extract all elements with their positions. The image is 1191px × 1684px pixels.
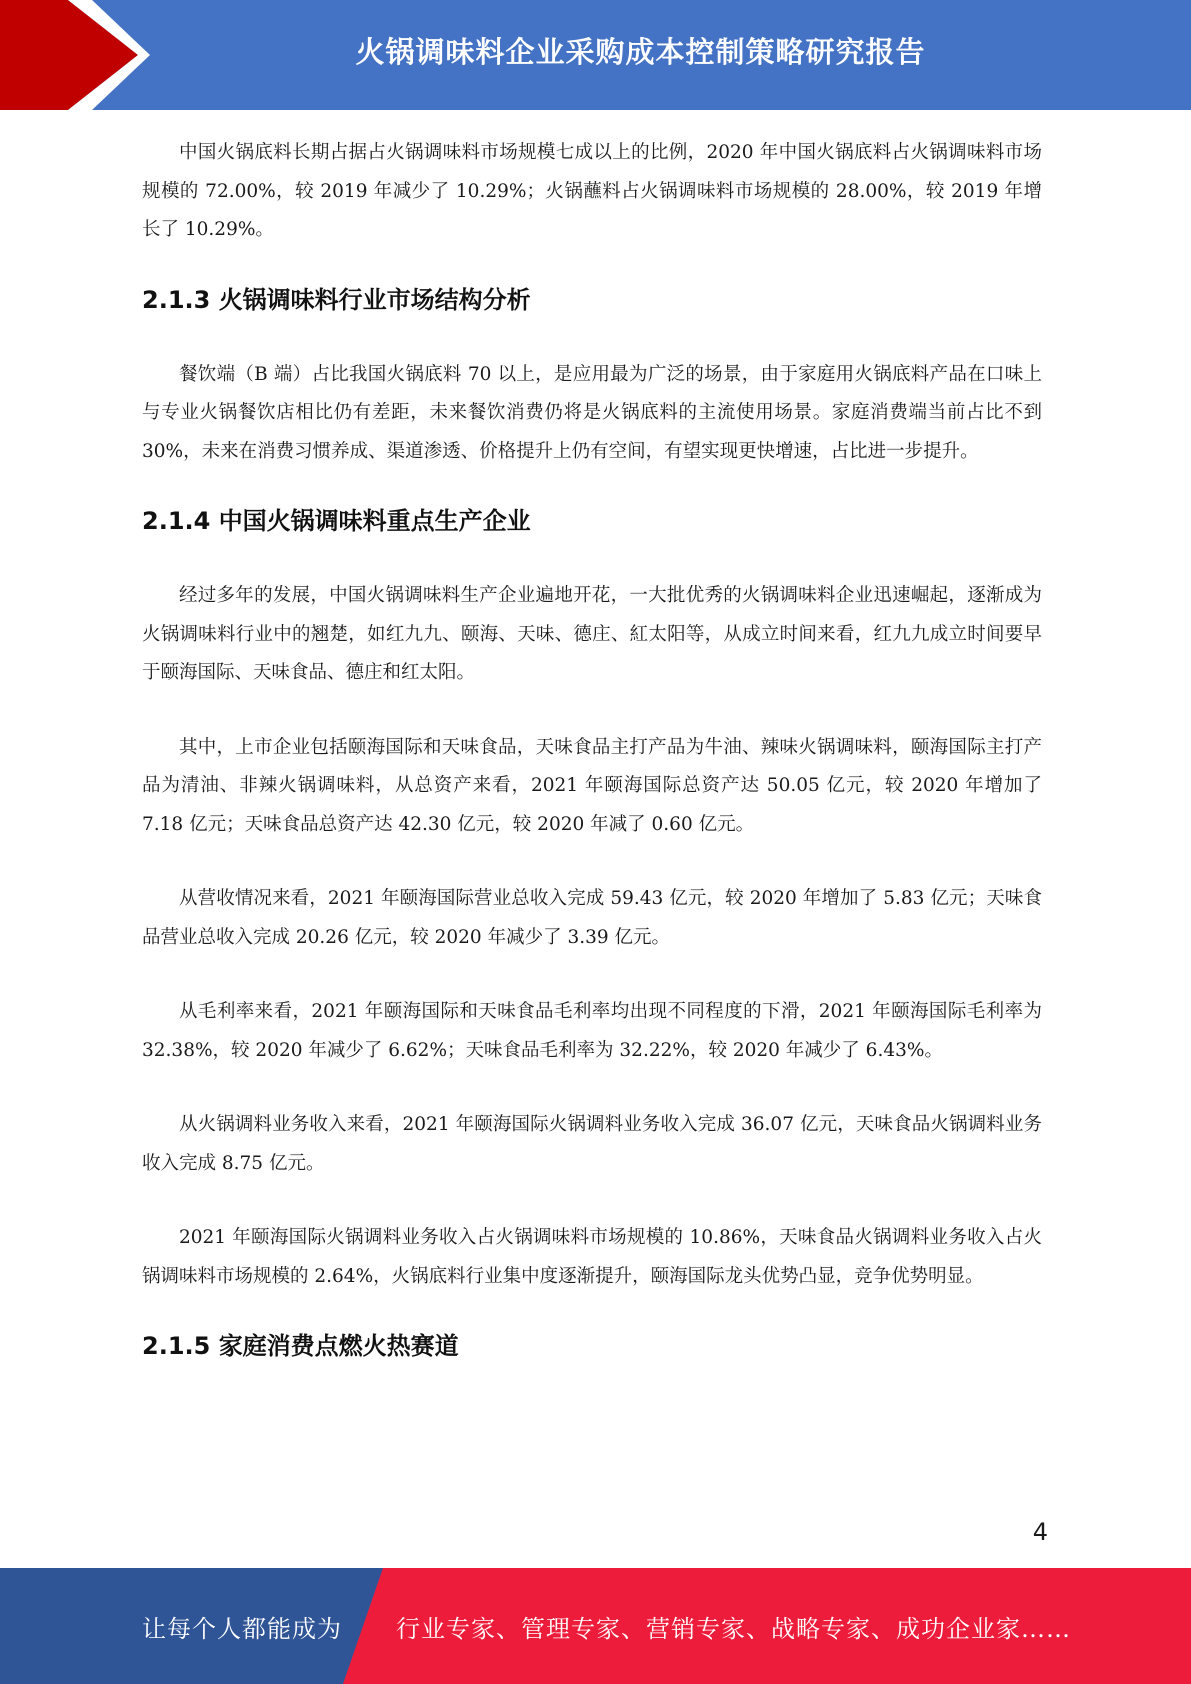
document-body <box>142 134 1042 1366</box>
page-footer <box>0 1568 1191 1684</box>
paragraph-seasoning-revenue: 从火锅调料业务收入来看，2021 年颐海国际火锅调料业务收入完成 36.07 亿元，天味食品火锅调料业务收入完成 8.75 亿元。 <box>142 1114 1042 1174</box>
paragraph-market-concentration: 2021 年颐海国际火锅调料业务收入占火锅调味料市场规模的 10.86%，天味食品火锅调料业务收入占火锅调味料市场规模的 2.64%，火锅底料行业集中度逐渐提升，颐海国际龙头优势凸显，竞争优势明显。 <box>142 1227 1042 1287</box>
paragraph-market-structure: 餐饮端（B 端）占比我国火锅底料 70 以上，是应用最为广泛的场景，由于家庭用火锅底料产品在口味上与专业火锅餐饮店相比仍有差距，未来餐饮消费仍将是火锅底料的主流使用场景。家庭消费端当前占比不到 30%，未来在消费习惯养成、渠道渗透、价格提升上仍有空间，有望实现更快增速，占比进一步提升。 <box>142 363 1042 462</box>
paragraph-market-share: 中国火锅底料长期占据占火锅调味料市场规模七成以上的比例，2020 年中国火锅底料占火锅调味料市场规模的 72.00%，较 2019 年减少了 10.29%；火锅蘸料占火锅调味料市场规模的 28.00%，较 2019 年增长了 10.29%。 <box>142 142 1042 240</box>
heading-2-1-3: 2.1.3 火锅调味料行业市场结构分析 <box>142 285 531 314</box>
paragraph-revenue: 从营收情况来看，2021 年颐海国际营业总收入完成 59.43 亿元，较 2020 年增加了 5.83 亿元；天味食品营业总收入完成 20.26 亿元，较 2020 年减少了 3.39 亿元。 <box>142 888 1042 948</box>
heading-2-1-5: 2.1.5 家庭消费点燃火热赛道 <box>142 1332 459 1360</box>
header-arrow-decoration <box>0 0 160 110</box>
heading-2-1-4: 2.1.4 中国火锅调味料重点生产企业 <box>142 507 531 535</box>
paragraph-gross-margin: 从毛利率来看，2021 年颐海国际和天味食品毛利率均出现不同程度的下滑，2021 年颐海国际毛利率为 32.38%，较 2020 年减少了 6.62%；天味食品毛利率为 32.22%，较 2020 年减少了 6.43%。 <box>142 1001 1042 1061</box>
paragraph-key-enterprises: 经过多年的发展，中国火锅调味料生产企业遍地开花，一大批优秀的火锅调味料企业迅速崛起，逐渐成为火锅调味料行业中的翘楚，如红九九、颐海、天味、德庄、紅太阳等，从成立时间来看，红九九成立时间要早于颐海国际、天味食品、德庄和红太阳。 <box>142 585 1042 683</box>
footer-slogan-right: 行业专家、管理专家、营销专家、战略专家、成功企业家…… <box>396 1614 1071 1643</box>
report-title: 火锅调味料企业采购成本控制策略研究报告 <box>355 34 926 69</box>
page-number: 4 <box>1032 1518 1048 1546</box>
page-header <box>0 0 1191 110</box>
footer-slogan-left: 让每个人都能成为 <box>142 1614 342 1643</box>
paragraph-total-assets: 其中，上市企业包括颐海国际和天味食品，天味食品主打产品为牛油、辣味火锅调味料，颐海国际主打产品为清油、非辣火锅调味料，从总资产来看，2021 年颐海国际总资产达 50.05 亿元，较 2020 年增加了 7.18 亿元；天味食品总资产达 42.30 亿元，较 2020 年减了 0.60 亿元。 <box>142 736 1042 835</box>
